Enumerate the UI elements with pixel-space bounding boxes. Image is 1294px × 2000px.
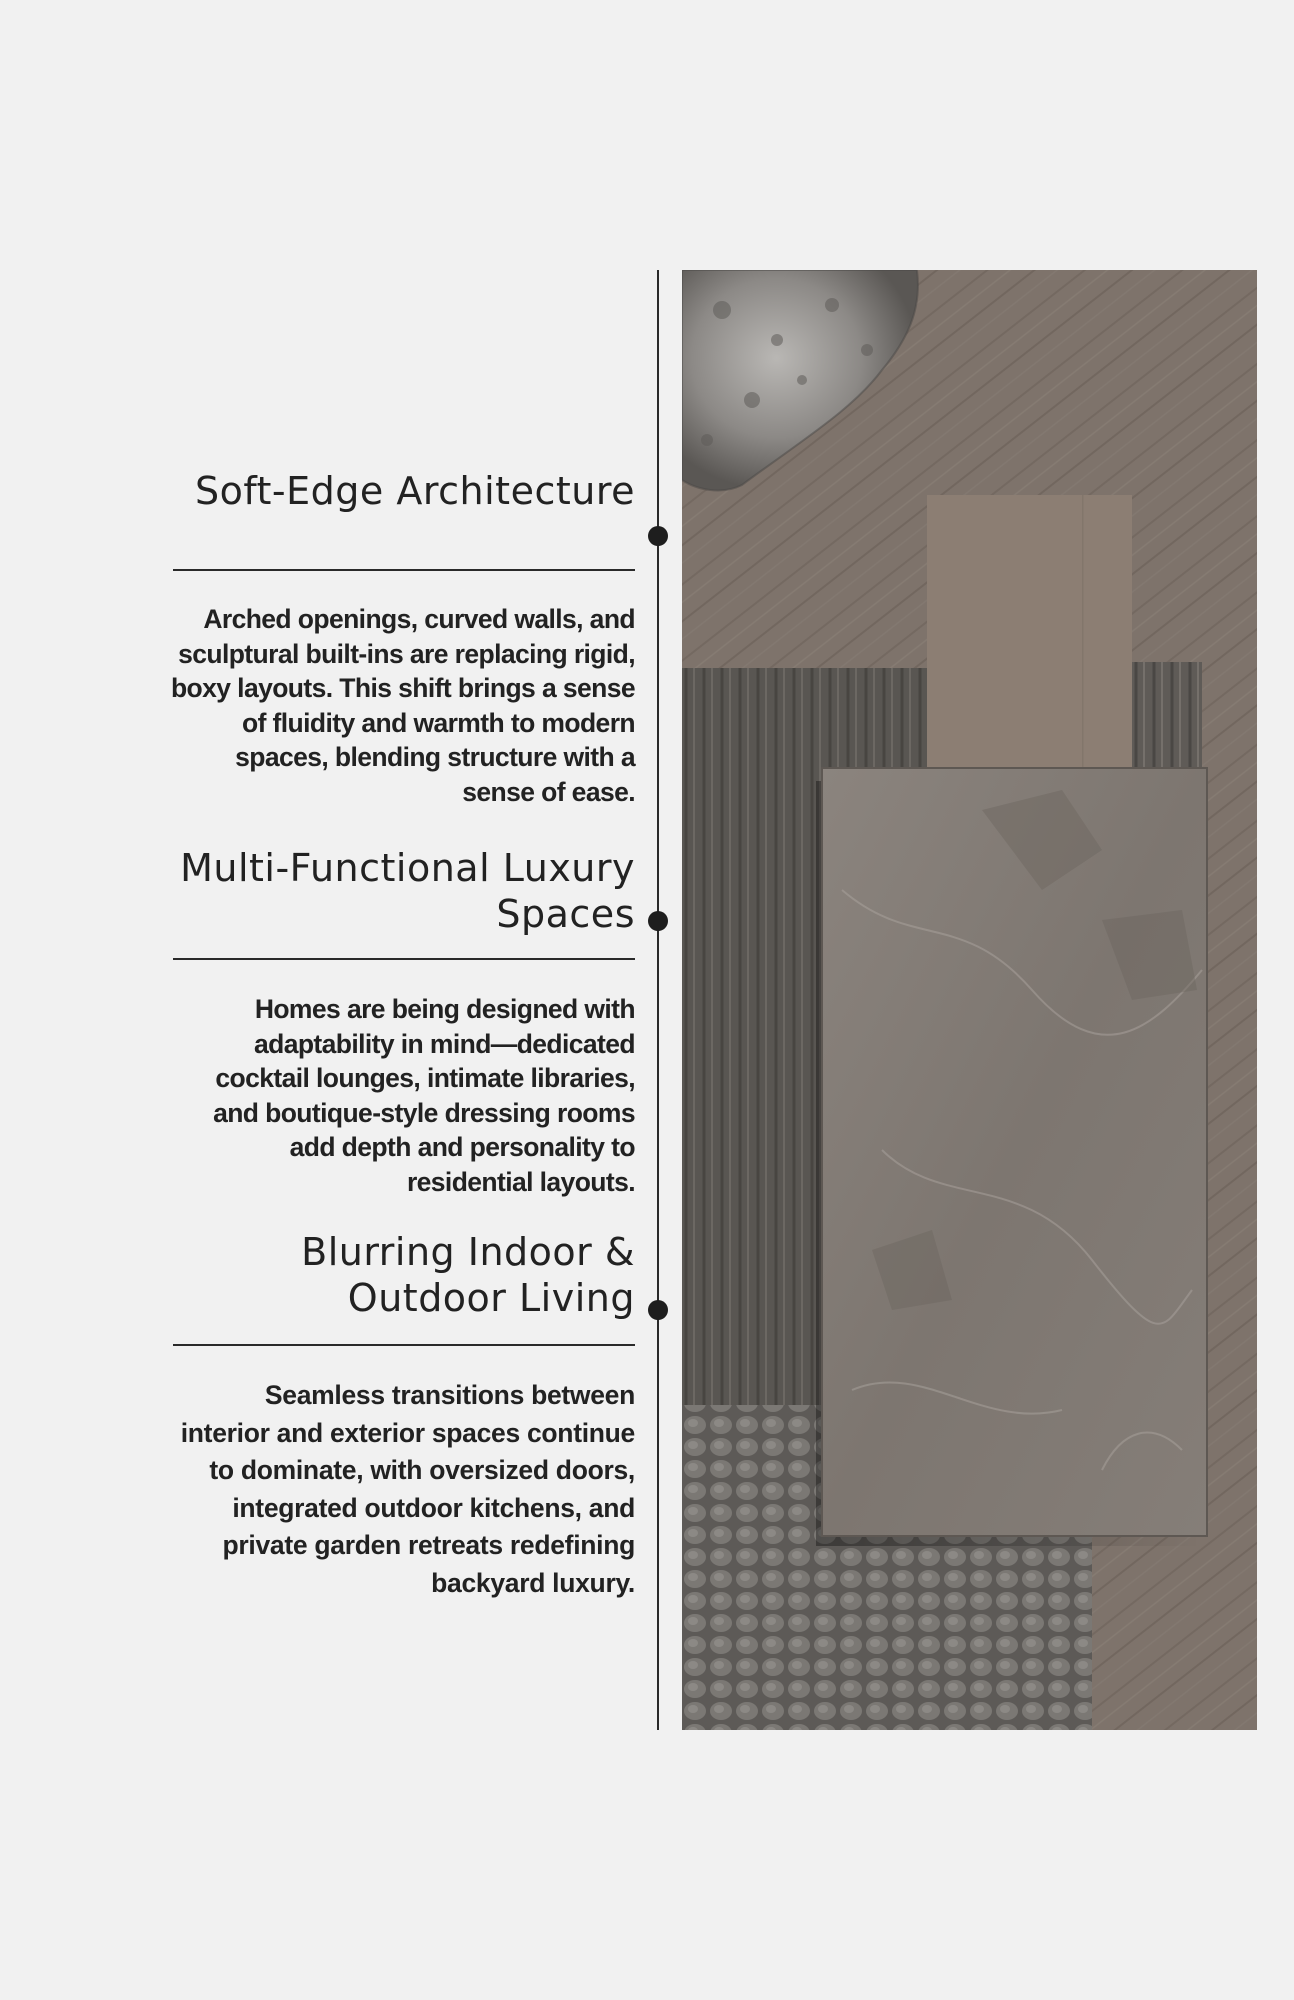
section-heading-line-1: Multi-Functional Luxury	[180, 846, 635, 890]
section-body: Arched openings, curved walls, and sculptural built-ins are replacing rigid, boxy layouts. This shift brings a sense of fluidity and warmth to modern spaces, blending structure with a sense of ease.	[170, 604, 635, 807]
section-heading-line-2: Spaces	[496, 892, 635, 936]
section-soft-edge	[150, 468, 635, 514]
section-heading-line-1: Blurring Indoor &	[301, 1230, 635, 1274]
timeline-dot-1	[648, 526, 668, 546]
section-indoor-outdoor	[150, 1229, 635, 1321]
section-multi-functional	[150, 845, 635, 937]
section-heading	[150, 845, 635, 937]
section-body: Seamless transitions between interior and exterior spaces continue to dominate, with oversized doors, integrated outdoor kitchens, and private garden retreats redefining backyard luxury.	[180, 1380, 635, 1598]
section-divider	[173, 1344, 635, 1346]
timeline-dot-2	[648, 911, 668, 931]
section-body: Homes are being designed with adaptability in mind—dedicated cocktail lounges, intimate libraries, and boutique-style dressing rooms add depth and personality to residential layouts.	[213, 994, 635, 1197]
section-heading: Soft-Edge Architecture	[194, 469, 635, 513]
section-divider	[173, 569, 635, 571]
timeline-line	[657, 270, 659, 1730]
section-heading-line-2: Outdoor Living	[347, 1276, 635, 1320]
material-moodboard-image	[682, 270, 1257, 1730]
section-heading	[150, 1229, 635, 1321]
section-divider	[173, 958, 635, 960]
timeline-dot-3	[648, 1300, 668, 1320]
